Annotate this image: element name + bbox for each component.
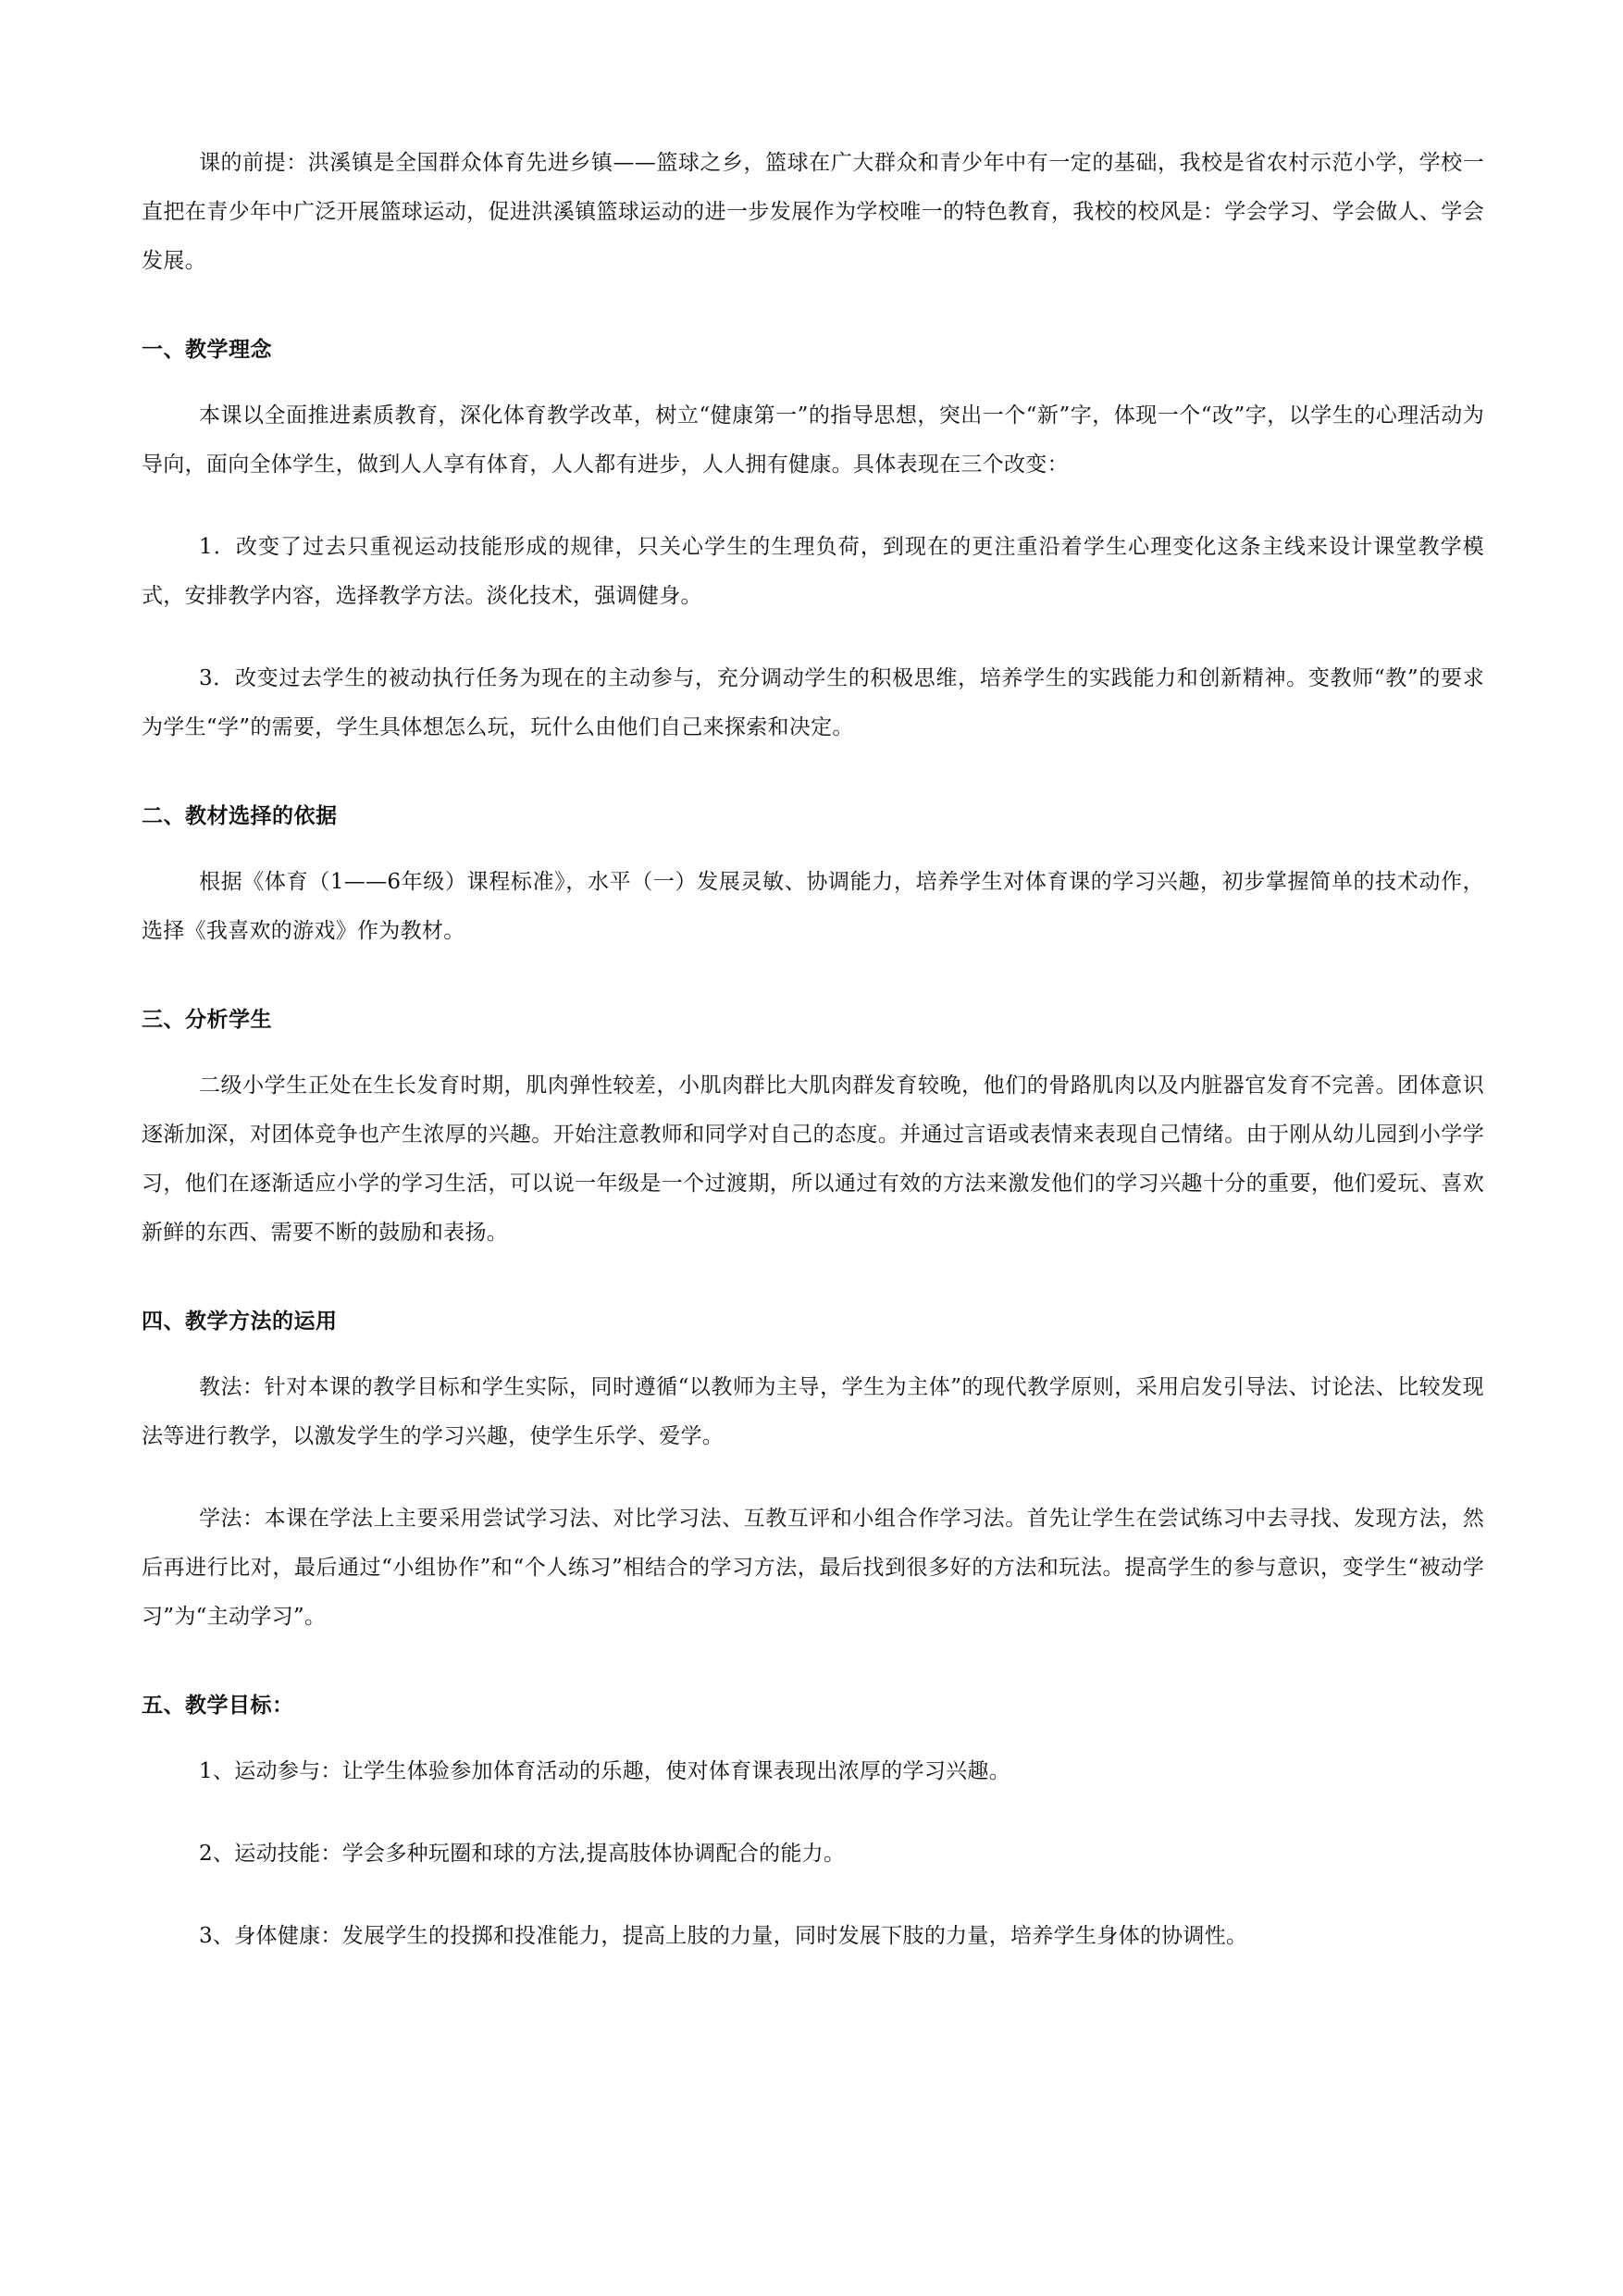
section-paragraph: 1．改变了过去只重视运动技能形成的规律，只关心学生的生理负荷，到现在的更注重沿着学生心理变化这条主线来设计课堂教学模式，安排教学内容，选择教学方法。淡化技术，强调健身。 bbox=[142, 535, 1484, 608]
paragraph-spacer bbox=[142, 1461, 1484, 1495]
intro-paragraph: 课的前提：洪溪镇是全国群众体育先进乡镇——篮球之乡，篮球在广大群众和青少年中有一定的基础，我校是省农村示范小学，学校一直把在青少年中广泛开展篮球运动，促进洪溪镇篮球运动的进一步发展作为学校唯一的特色教育，我校的校风是：学会学习、学会做人、学会发展。 bbox=[142, 151, 1484, 273]
paragraph-spacer bbox=[142, 621, 1484, 654]
section-paragraph: 教法：针对本课的教学目标和学生实际，同时遵循“以教师为主导，学生为主体”的现代教学原则，采用启发引导法、讨论法、比较发现法等进行教学，以激发学生的学习兴趣，使学生乐学、爱学。 bbox=[142, 1375, 1484, 1448]
section-paragraph: 本课以全面推进素质教育，深化体育教学改革，树立“健康第一”的指导思想，突出一个“新”字，体现一个“改”字，以学生的心理活动为导向，面向全体学生，做到人人享有体育，人人都有进步，人人拥有健康。具体表现在三个改变： bbox=[142, 403, 1484, 477]
section-paragraph: 2、运动技能：学会多种玩圈和球的方法,提高肢体协调配合的能力。 bbox=[199, 1842, 846, 1866]
section-paragraph: 二级小学生正处在生长发育时期，肌肉弹性较差，小肌肉群比大肌肉群发育较晚，他们的骨路肌肉以及内脏器官发育不完善。团体意识逐渐加深，对团体竞争也产生浓厚的兴趣。开始注意教师和同学对自己的态度。并通过言语或表情来表现自己情绪。由于刚从幼儿园到小学学习，他们在逐渐适应小学的学习生活，可以说一年级是一个过渡期，所以通过有效的方法来激发他们的学习兴趣十分的重要，他们爱玩、喜欢新鲜的东西、需要不断的鼓励和表扬。 bbox=[142, 1074, 1484, 1245]
section-heading: 三、分析学生 bbox=[142, 1007, 272, 1032]
section-paragraph: 根据《体育（1——6年级）课程标准》，水平（一）发展灵敏、协调能力，培养学生对体育课的学习兴趣，初步掌握简单的技术动作，选择《我喜欢的游戏》作为教材。 bbox=[142, 870, 1484, 943]
section-heading: 二、教材选择的依据 bbox=[142, 803, 338, 828]
paragraph-spacer bbox=[142, 1796, 1484, 1830]
section-heading: 一、教学理念 bbox=[142, 337, 272, 362]
section-paragraph: 3、身体健康：发展学生的投掷和投准能力，提高上肢的力量，同时发展下肢的力量，培养学生身体的协调性。 bbox=[199, 1924, 1248, 1948]
section-paragraph: 3．改变过去学生的被动执行任务为现在的主动参与，充分调动学生的积极思维，培养学生的实践能力和创新精神。变教师“教”的要求为学生“学”的需要，学生具体想怎么玩，玩什么由他们自己来探索和决定。 bbox=[142, 666, 1484, 739]
section-heading: 四、教学方法的运用 bbox=[142, 1309, 338, 1334]
section-paragraph: 1、运动参与：让学生体验参加体育活动的乐趣，使对体育课表现出浓厚的学习兴趣。 bbox=[199, 1759, 1011, 1783]
sections-container bbox=[142, 334, 1484, 1961]
paragraph-spacer bbox=[142, 1879, 1484, 1912]
paragraph-spacer bbox=[142, 490, 1484, 523]
section-paragraph: 学法：本课在学法上主要采用尝试学习法、对比学习法、互教互评和小组合作学习法。首先让学生在尝试练习中去寻找、发现方法，然后再进行比对，最后通过“小组协作”和“个人练习”相结合的学习方法，最后找到很多好的方法和玩法。提高学生的参与意识，变学生“被动学习”为“主动学习”。 bbox=[142, 1507, 1484, 1629]
section-heading: 五、教学目标： bbox=[142, 1693, 294, 1718]
